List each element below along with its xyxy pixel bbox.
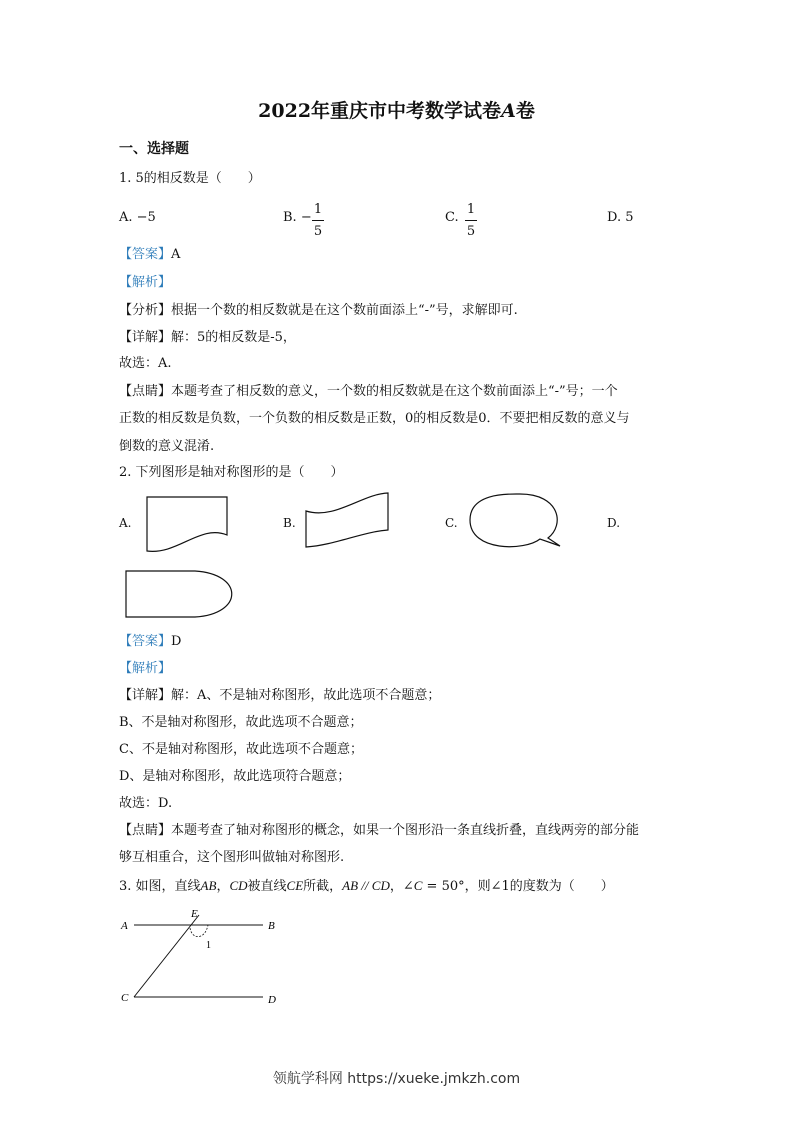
q1-option-b-label: B. − [283,210,312,225]
q1-analysis-tag: 【解析】 [119,275,172,290]
page-title: 2022年重庆市中考数学试卷A卷 [258,100,535,122]
label-e: E [191,908,198,920]
q1-dianjing-line2: 正数的相反数是负数，一个负数的相反数是正数，0的相反数是0．不要把相反数的意义与 [119,411,630,426]
q2-detail-line2: B、不是轴对称图形，故此选项不合题意； [119,715,363,730]
q2-answer: 【答案】D [119,634,182,649]
q2-dianjing-line1: 【点睛】本题考查了轴对称图形的概念，如果一个图形沿一条直线折叠，直线两旁的部分能 [119,823,640,838]
fraction-numerator: 1 [313,202,323,217]
label-b: B [268,920,275,932]
q2-guxuan: 故选：D. [119,796,173,811]
q1-fenxi: 【分析】根据一个数的相反数就是在这个数前面添上“-”号，求解即可. [119,303,518,318]
q2-dianjing-line2: 够互相重合，这个图形叫做轴对称图形. [119,850,345,865]
q1-answer: 【答案】A [119,247,181,262]
q1-xiangjie: 【详解】解：5的相反数是-5， [119,330,296,345]
q1-option-a: A. −5 [119,210,156,225]
footer-watermark: 领航学科网 https://xueke.jmkzh.com [272,1071,521,1087]
q2-detail-line4: D、是轴对称图形，故此选项符合题意； [119,769,351,784]
q1-option-c-label: C. [445,210,459,225]
section-heading: 一、选择题 [119,141,189,157]
q3-stem: 3. 如图，直线AB，CD被直线CE所截，AB // CD，∠C = 50°，则∠1的度数为（ ） [119,878,614,894]
q2-analysis-tag: 【解析】 [119,661,172,676]
label-c: C [121,992,129,1004]
angle-arc [190,925,208,937]
q1-dianjing-line3: 倒数的意义混淆. [119,439,215,454]
q1-option-d: D. 5 [607,210,634,225]
line-ce [134,915,199,997]
q2-option-a-label: A. [119,516,132,530]
fraction-numerator: 1 [466,202,476,217]
q2-option-c-label: C. [445,516,458,530]
q2-detail-line1: 【详解】解：A、不是轴对称图形，故此选项不合题意； [119,688,441,703]
fraction-denominator: 5 [313,224,323,239]
q1-stem: 1. 5的相反数是（ ） [119,171,261,186]
fraction-denominator: 5 [466,224,476,239]
q2-stem: 2. 下列图形是轴对称图形的是（ ） [119,465,344,480]
q1-dianjing-line1: 【点睛】本题考查了相反数的意义，一个数的相反数就是在这个数前面添上“-”号；一个 [119,384,618,399]
q2-option-d-label: D. [607,516,621,530]
q1-guxuan: 故选：A. [119,356,172,371]
label-a: A [121,920,128,932]
label-d: D [268,994,276,1006]
label-angle-1: 1 [206,940,211,951]
q2-detail-line3: C、不是轴对称图形，故此选项不合题意； [119,742,363,757]
q2-option-b-label: B. [283,516,296,530]
